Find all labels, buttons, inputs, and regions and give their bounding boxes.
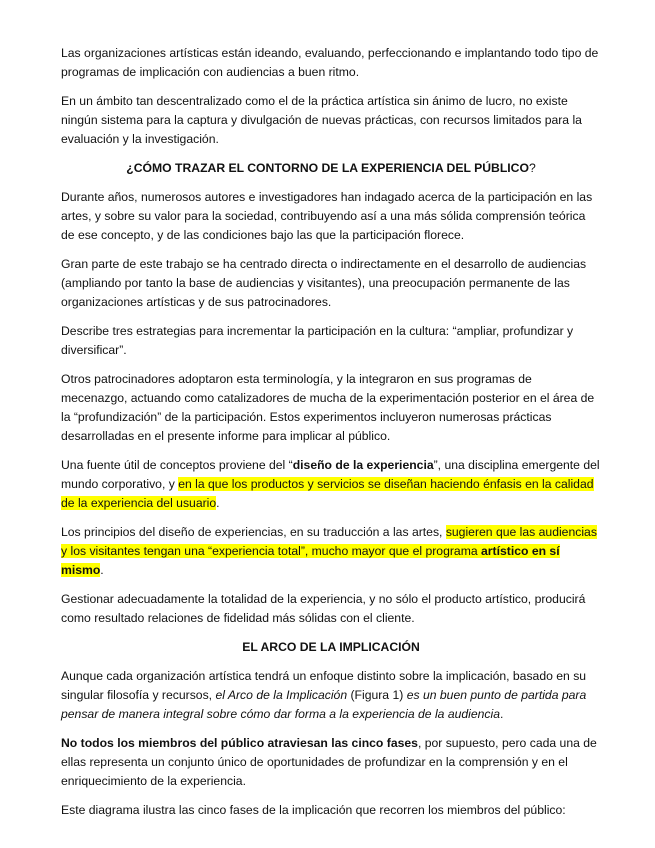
paragraph-12: Este diagrama ilustra las cinco fases de la implicación que recorren los miembros del público: [61, 803, 566, 817]
p10-text-a: Aunque cada organización artística tendrá un enfoque distinto sobre la implicación, basado en su singular filosofía y recursos, [61, 669, 587, 702]
p10-italic-2: es un buen punto de partida para pensar de manera integral sobre cómo dar forma a la experiencia de la audiencia [61, 688, 587, 721]
p8-text-a: Los principios del diseño de experiencias, en su traducción a las artes, [61, 525, 446, 539]
document-page [61, 44, 601, 830]
p7-text-d: . [216, 496, 220, 510]
section-heading-arco: EL ARCO DE LA IMPLICACIÓN [242, 640, 420, 654]
p7-highlight: en la que los productos y servicios se diseñan haciendo énfasis en la calidad de la experiencia del usuario [61, 477, 594, 510]
paragraph-7 [61, 456, 601, 513]
p11-rest: , por supuesto, pero cada una de ellas representa un conjunto único de oportunidades de profundizar en la comprensión y en el enriquecimiento de la experiencia. [61, 736, 597, 788]
paragraph-8 [61, 523, 601, 580]
p10-text-b: (Figura 1) [347, 688, 407, 702]
paragraph-11 [61, 734, 601, 791]
paragraph-1: Las organizaciones artísticas están ideando, evaluando, perfeccionando e implantando todo tipo de programas de implicación con audiencias a buen ritmo. [61, 46, 599, 79]
p11-bold: No todos los miembros del público atraviesan las cinco fases [61, 736, 418, 750]
paragraph-2: En un ámbito tan descentralizado como el de la práctica artística sin ánimo de lucro, no existe ningún sistema para la captura y divulgación de nuevas prácticas, con recursos limitados para la evaluación y la investigación. [61, 94, 582, 146]
p8-highlight: sugieren que las audiencias y los visitantes tengan una “experiencia total”, mucho mayor que el programa [61, 525, 597, 558]
paragraph-5: Describe tres estrategias para incrementar la participación en la cultura: “ampliar, profundizar y diversificar”. [61, 324, 574, 357]
paragraph-4: Gran parte de este trabajo se ha centrado directa o indirectamente en el desarrollo de audiencias (ampliando por tanto la base de audiencias y visitantes), una preocupación permanente de las organizaciones artísticas y de sus patrocinadores. [61, 257, 587, 309]
paragraph-9: Gestionar adecuadamente la totalidad de la experiencia, y no sólo el producto artístico, producirá como resultado relaciones de fidelidad más sólidas con el cliente. [61, 592, 586, 625]
heading-text: ¿CÓMO TRAZAR EL CONTORNO DE LA EXPERIENCIA DEL PÚBLICO [126, 161, 529, 175]
p10-italic-1: el Arco de la Implicación [215, 688, 348, 702]
p10-text-c: . [500, 707, 504, 721]
heading-question-mark: ? [528, 161, 536, 175]
p8-text-d: . [100, 563, 104, 577]
p7-bold-term: diseño de la experiencia [292, 458, 434, 472]
paragraph-10 [61, 667, 601, 724]
paragraph-6: Otros patrocinadores adoptaron esta terminología, y la integraron en sus programas de mecenazgo, actuando como catalizadores de mucha de la experimentación posterior en el área de la “profundización” de la participación. Estos experimentos incluyeron numerosas prácticas desarrolladas en el presente informe para implicar al público. [61, 372, 595, 443]
section-heading-experiencia [61, 159, 601, 178]
paragraph-3: Durante años, numerosos autores e investigadores han indagado acerca de la participación en las artes, y sobre su valor para la sociedad, contribuyendo así a una más sólida comprensión teórica de ese concepto, y de las condiciones bajo las que la participación florece. [61, 190, 593, 242]
p7-text-c: ”, una disciplina emergente del mundo corporativo, y [61, 458, 600, 491]
p7-text-a: Una fuente útil de conceptos proviene del “ [61, 458, 293, 472]
p8-highlight-bold: artístico en sí mismo [61, 544, 560, 577]
